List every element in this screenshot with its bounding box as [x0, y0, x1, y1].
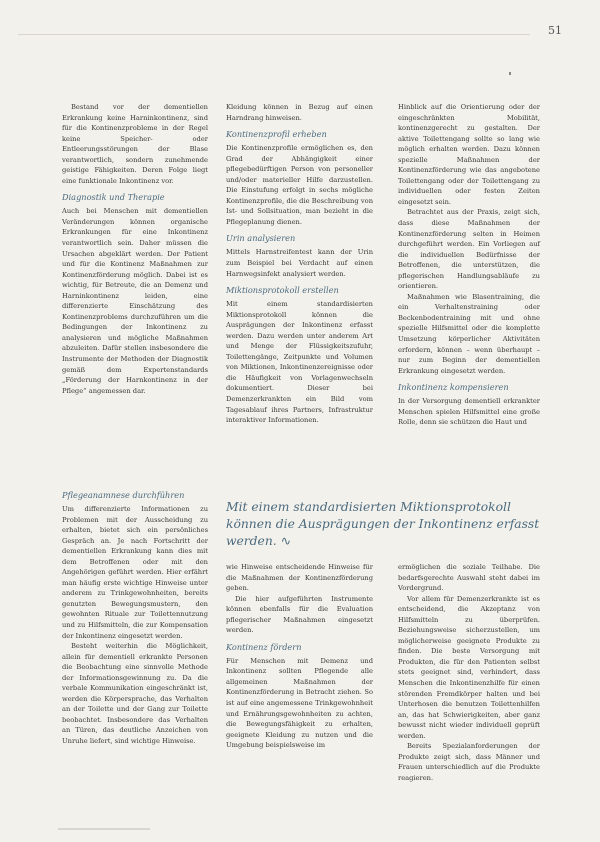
- paragraph: Bestand vor der dementiellen Erkrankung keine Harninkontinenz, sind für die Kontinenzprobleme in der Regel keine Speicher- oder Entleerungsstörungen der Blase verantwortlich, sondern zunehmende geistige Fähigkeiten. Deren Folge liegt eine funktionale Inkontinenz vor.: [62, 103, 208, 185]
- column-2-bottom: [226, 562, 373, 751]
- paragraph: ermöglichen die soziale Teilhabe. Die bedarfsgerechte Auswahl steht dabei im Vordergrund.: [398, 563, 540, 593]
- subheading-urin: Urin analysieren: [226, 233, 296, 244]
- paragraph: Kleidung können in Bezug auf einen Harndrang hinweisen.: [226, 103, 373, 122]
- paragraph: Für Menschen mit Demenz und Inkontinenz sollten Pflegende alle allgemeinen Maßnahmen der Kontinenzförderung in Betracht ziehen. So ist auf eine angemessene Trinkgewohnheit und Ernährungsgewohnheiten zu achten, die Bewegungsfähigkeit zu erhalten, geeignete Kleidung zu nutzen und die Umgebung beispielsweise im: [226, 656, 373, 750]
- subheading-inkontinenz-kompensieren: Inkontinenz kompensieren: [398, 382, 509, 393]
- page-mark: [509, 72, 511, 75]
- page-number: 51: [548, 24, 562, 37]
- paragraph: In der Versorgung dementiell erkrankter Menschen spielen Hilfsmittel eine große Rolle, denn sie schützen die Haut und: [398, 397, 540, 427]
- ornament-icon: ∿: [280, 534, 291, 548]
- paragraph: Mittels Harnstreifentest kann der Urin zum Beispiel bei Verdacht auf einen Harnwegsinfekt analysiert werden.: [226, 248, 373, 278]
- subheading-kontinenz-foerdern: Kontinenz fördern: [226, 641, 302, 652]
- subheading-diagnostik: Diagnostik und Therapie: [62, 192, 165, 203]
- paragraph: Die hier aufgeführten Instrumente können ebenfalls für die Evaluation pflegerischer Maßnahmen eingesetzt werden.: [226, 594, 373, 635]
- paragraph: Die Kontinenzprofile ermöglichen es, den Grad der Abhängigkeit einer pflegebedürftigen Person von personeller und/oder materieller Hilfe darzustellen. Die Einstufung erfolgt in sechs mögliche Kontinenzprofile, die die Beschreibung von Ist- und Sollsituation, man bezieht in die Pflegeplanung dienen.: [226, 144, 373, 226]
- paragraph: Besteht weiterhin die Möglichkeit, allein für dementiell erkrankte Personen die Beobachtung eine sinnvolle Methode der Informationsgewinnung zu. Da die verbale Kommunikation eingeschränkt ist, werden die Körpersprache, das Verhalten an der Toilette und der Gang zur Toilette beobachtet. Insbesondere das Verhalten an Türen, das deutliche Anzeichen von Unruhe liefert, sind wichtige Hinweise.: [62, 642, 208, 746]
- pull-quote-text: Mit einem standardisierten Miktionsprotokoll können die Ausprägungen der Inkontinenz erfasst werden.: [226, 500, 540, 548]
- column-3-bottom: [398, 562, 540, 783]
- paragraph: Hinblick auf die Orientierung oder der eingeschränkten Mobilität, kontinenzgerecht zu gestalten. Der aktive Toilettengang sollte so lang wie möglich erhalten werden. Dazu können spezielle Maßnahmen der Kontinenzförderung wie das angebotene Toilettengang oder der Toilettengang zu individuellen oder festen Zeiten eingesetzt sein.: [398, 103, 540, 206]
- paragraph: Maßnahmen wie Blasentraining, die ein Verhaltenstraining oder Beckenbodentraining mit und ohne spezielle Hilfsmittel oder die komplette Umsetzung körperlicher Aktivitäten erfordern, können – wenn überhaupt – nur zum Beginn der dementiellen Erkrankung eingesetzt werden.: [398, 292, 540, 375]
- paragraph: Vor allem für Demenzerkrankte ist es entscheidend, die Akzeptanz von Hilfsmitteln zu überprüfen. Beziehungsweise sicherzustellen, um möglicherweise geeignete Produkte zu finden. Die beste Versorgung mit Produkten, die für den Patienten selbst stets geeignet sind, verhindert, dass Menschen die Inkontinenzhilfe für einen störenden Fremdkörper halten und bei Unterhosen die benutzen Toilettenhilfen an, das hat Schwierigkeiten, aber ganz bewusst nicht wieder individuell geprüft werden.: [398, 594, 540, 740]
- paragraph: Mit einem standardisierten Miktionsprotokoll können die Ausprägungen der Inkontinenz erfasst werden. Dazu werden unter anderem Art und Menge der Flüssigkeitszufuhr, Toilettengänge, Zeitpunkte und Volumen von Miktionen, Inkontinenzereignisse oder die Häufigkeit von Vorlagenwechseln dokumentiert. Dieser bei Demenzerkrankten ein Bild vom Tagesablauf ihres Partners, Infrastruktur interaktiver Informationen.: [226, 300, 373, 425]
- column-1-top: [62, 102, 208, 396]
- paragraph: Um differenzierte Informationen zu Problemen mit der Ausscheidung zu erhalten, bietet sich ein persönliches Gespräch an. Je nach Fortschritt der dementiellen Erkrankung kann dies mit dem Betroffenen oder mit den Angehörigen geführt werden. Hier erfährt man häufig erste wichtige Hinweise unter anderem zu Trinkgewohnheiten, bereits genutzten Bewegungsmustern, den gewohnten Rituale zur Toilettennutzung und zu Hilfsmitteln, die zur Kompensation der Inkontinenz eingesetzt werden.: [62, 505, 208, 640]
- subheading-kontinenzprofil: Kontinenzprofil erheben: [226, 129, 327, 140]
- paragraph: Bereits Spezialanforderungen der Produkte zeigt sich, dass Männer und Frauen unterschiedlich auf die Produkte reagieren.: [398, 742, 540, 782]
- column-1-bottom: [62, 484, 208, 747]
- subheading-pflegeanamnese: Pflegeanamnese durchführen: [62, 490, 185, 500]
- paragraph: Betrachtet aus der Praxis, zeigt sich, dass diese Maßnahmen der Kontinenzförderung selten in Heimen durchgeführt werden. Ein Vorliegen auf die individuellen Bedürfnisse der Betroffenen, die unterstützen, die pflegerischen Handlungsabläufe zu orientieren.: [398, 208, 540, 291]
- header-rule: [18, 34, 530, 35]
- column-3-top: [398, 102, 540, 428]
- footer-rule: [58, 828, 150, 830]
- column-2-top: [226, 102, 373, 426]
- paragraph: wie Hinweise entscheidende Hinweise für die Maßnahmen der Kontinenzförderung geben.: [226, 563, 373, 593]
- subheading-miktionsprotokoll: Miktionsprotokoll erstellen: [226, 285, 339, 296]
- pull-quote: [226, 499, 558, 550]
- paragraph: Auch bei Menschen mit dementiellen Veränderungen können organische Erkrankungen für eine Inkontinenz verantwortlich sein. Daher müssen die Ursachen abgeklärt werden. Der Patient und für die Kontinenz Maßnahmen zur Kontinenzförderung möglich. Dabei ist es wichtig, für Betreute, die an Demenz und Harninkontinenz leiden, eine differenzierte Einschätzung des Kontinenzproblems durchzuführen um die Bedingungen der Inkontinenz zu analysieren und mögliche Maßnahmen abzuleiten. Dafür stellen insbesondere die Instrumente der Methoden der Diagnostik gemäß dem Expertenstandards „Förderung der Harnkontinenz in der Pflege“ angemessen dar.: [62, 207, 208, 395]
